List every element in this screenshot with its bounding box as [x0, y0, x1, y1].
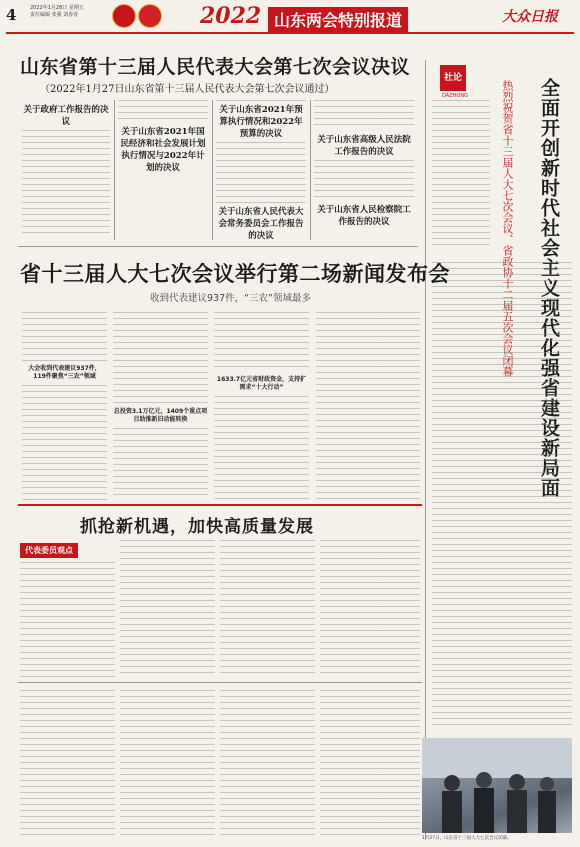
editorial-badge: 社论	[440, 65, 466, 91]
top-rule	[6, 32, 574, 34]
editorial-body	[432, 262, 572, 730]
body-text-block	[220, 540, 315, 677]
date-text: 2022年1月28日 星期五	[30, 5, 84, 11]
subhead-investment: 总投资3.1万亿元，1409个重点项目助推新旧动能转换	[113, 408, 208, 423]
body-text-block	[22, 385, 107, 500]
body-text-block	[214, 312, 309, 372]
lead-subline: （2022年1月27日山东省第十三届人民代表大会第七次会议通过）	[40, 84, 335, 95]
body-text-block	[22, 312, 107, 362]
body-text-block	[314, 100, 414, 130]
item-standing-committee: 关于山东省人民代表大会常务委员会工作报告的决议	[216, 206, 306, 242]
column-rule	[425, 60, 426, 840]
item-budget: 关于山东省2021年预算执行情况和2022年预算的决议	[216, 104, 306, 140]
item-high-court: 关于山东省高级人民法院工作报告的决议	[317, 135, 411, 157]
body-text-block	[120, 690, 215, 840]
banner-title: 山东两会特别报道	[268, 7, 408, 32]
body-text-block	[320, 690, 420, 840]
column-rule	[310, 100, 311, 240]
third-headline: 抓抢新机遇，加快高质量发展	[80, 517, 314, 537]
body-text-block	[316, 312, 420, 500]
item-procuratorate: 关于山东省人民检察院工作报告的决议	[317, 205, 411, 227]
page-number: 4	[6, 6, 17, 24]
body-text-block	[120, 540, 215, 677]
editorial-title: 全面开创新时代社会主义现代化强省建设新局面	[538, 78, 560, 498]
item-economy-plan: 关于山东省2021年国民经济和社会发展计划执行情况与2022年计划的决议	[120, 127, 206, 173]
body-text-block	[20, 690, 115, 840]
lead-headline: 山东省第十三届人民代表大会第七次会议决议	[20, 56, 411, 78]
editorial-badge-sub: DAZHONG	[442, 93, 468, 99]
body-text-block	[320, 540, 420, 677]
body-text-block	[113, 312, 208, 404]
date-line	[30, 5, 120, 19]
editorial-body	[432, 100, 490, 250]
editor-text: 责任编辑 张强 刘春香	[30, 12, 79, 18]
body-text-block	[214, 396, 309, 500]
viewpoint-tag: 代表委员观点	[20, 543, 78, 558]
body-text-block	[220, 690, 315, 840]
second-headline: 省十三届人大七次会议举行第二场新闻发布会	[20, 262, 450, 286]
section-rule	[18, 246, 418, 247]
banner-year: 2022	[200, 3, 262, 29]
column-rule	[212, 100, 213, 240]
body-text-block	[314, 160, 414, 200]
subhead-finance: 1633.7亿元省财政资金，支持扩需求“十大行动”	[216, 376, 307, 391]
section-rule	[18, 504, 422, 506]
national-emblem-icon	[112, 4, 136, 28]
newspaper-logo: 大众日报	[502, 9, 558, 25]
section-rule	[18, 682, 422, 683]
column-rule	[114, 100, 115, 240]
body-text-block	[20, 562, 115, 677]
photo-figures	[422, 738, 572, 833]
cppcc-emblem-icon	[138, 4, 162, 28]
body-text-block	[22, 130, 110, 238]
second-subline: 收到代表建议937件，“三农”领域最多	[150, 293, 311, 304]
subhead-proposals: 大会收到代表建议937件，119件聚焦“三农”领域	[28, 365, 101, 380]
photo-caption: 1月27日，山东省十三届人大七次会议闭幕。	[422, 836, 512, 841]
body-text-block	[118, 100, 208, 122]
item-gov-report: 关于政府工作报告的决议	[23, 105, 109, 127]
body-text-block	[113, 428, 208, 500]
news-photo	[422, 738, 572, 833]
editorial-subtitle: 热烈祝贺省十三届人大七次会议、省政协十二届五次会议闭幕	[501, 80, 514, 377]
